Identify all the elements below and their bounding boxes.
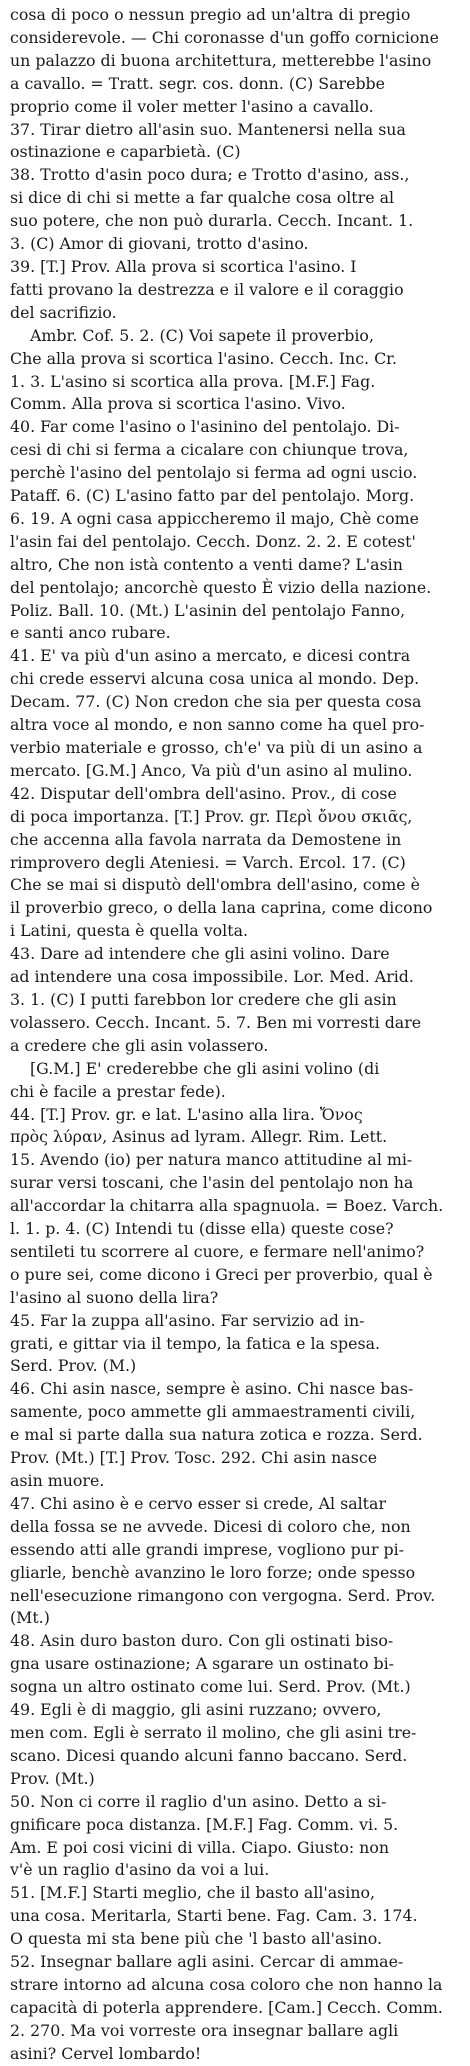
text-line: chi crede esservi alcuna cosa unica al mondo. Dep.	[10, 669, 420, 689]
text-line: Pataff. 6. (C) L'asino fatto par del pentolajo. Morg.	[10, 486, 415, 506]
text-line: (Mt.)	[10, 1608, 50, 1628]
entry-47: 47. Chi asino è e cervo esser si crede, Al saltar	[10, 1493, 386, 1513]
text-line: Prov. (Mt.) [T.] Prov. Tosc. 292. Chi asin nasce	[10, 1448, 378, 1468]
text-line: del pentolajo; ancorchè questo È vizio della nazione.	[10, 577, 432, 597]
text-line: πρὸς λύραν, Asinus ad lyram. Allegr. Rim. Lett.	[10, 1127, 388, 1147]
text-line: altro, Che non istà contento a venti dame? L'asin	[10, 554, 403, 574]
text-line: cesi di chi si ferma a cicalare con chiunque trova,	[10, 440, 409, 460]
text-line: men com. Egli è serrato il molino, che gli asini tre-	[10, 1722, 417, 1742]
text-line: 2. 270. Ma voi vorreste ora insegnar ballare agli	[10, 2020, 399, 2040]
text-line: strare intorno ad alcuna cosa coloro che non hanno la	[10, 1974, 443, 1994]
text-line: Prov. (Mt.)	[10, 1768, 95, 1788]
entry-40: 40. Far come l'asino o l'asinino del pentolajo. Di-	[10, 417, 400, 437]
text-line: verbio materiale e grosso, ch'e' va più di un asino a	[10, 738, 423, 757]
text-line: ad intendere una cosa impossibile. Lor. Med. Arid.	[10, 967, 414, 987]
text-line: mercato. [G.M.] Anco, Va più d'un asino al mulino.	[10, 760, 413, 780]
text-line: Serd. Prov. (M.)	[10, 1356, 137, 1376]
text-line: si dice di chi si mette a far qualche cosa oltre al	[10, 188, 395, 208]
text-line: Ambr. Cof. 5. 2. (C) Voi sapete il proverbio,	[30, 325, 374, 345]
entry-48: 48. Asin duro baston duro. Con gli ostinati biso-	[10, 1631, 394, 1651]
text-line: che accenna alla favola narrata da Demostene in	[10, 829, 402, 849]
text-line: a cavallo. = Tratt. segr. cos. donn. (C) Sarebbe	[10, 73, 386, 93]
text-line: Che se mai si disputò dell'ombra dell'asino, come è	[10, 875, 420, 895]
entry-46: 46. Chi asin nasce, sempre è asino. Chi nasce bas-	[10, 1379, 414, 1399]
text-line: e santi anco rubare.	[10, 623, 171, 643]
text-line: chi è facile a prestar fede).	[10, 1081, 226, 1101]
text-line: una cosa. Meritarla, Starti bene. Fag. Cam. 3. 174.	[10, 1906, 418, 1926]
entry-42: 42. Disputar dell'ombra dell'asino. Prov., di cose	[10, 783, 397, 803]
text-line: sentileti tu scorrere al cuore, e fermare nell'animo?	[10, 1241, 425, 1261]
text-line: considerevole. — Chi coronasse d'un goffo cornicione	[10, 27, 439, 47]
text-line: 3. 1. (C) I putti farebbon lor credere che gli asin	[10, 989, 397, 1009]
text-line: fatti provano la destrezza e il valore e il coraggio	[10, 279, 404, 299]
text-line: surar versi toscani, che l'asin del pentolajo non ha	[10, 1173, 414, 1193]
text-line: Che alla prova si scortica l'asino. Cecch. Inc. Cr.	[10, 348, 398, 368]
text-line: samente, poco ammette gli ammaestramenti civili,	[10, 1402, 416, 1422]
text-line: il proverbio greco, o della lana caprina, come dicono	[10, 898, 433, 918]
text-line: ostinazione e caparbietà. (C)	[10, 142, 241, 162]
text-line: della fossa se ne avvede. Dicesi di coloro che, non	[10, 1516, 411, 1536]
text-line: i Latini, questa è quella volta.	[10, 921, 249, 941]
entry-52: 52. Insegnar ballare agli asini. Cercar di ammae-	[10, 1952, 404, 1972]
text-line: rimprovero degli Ateniesi. = Varch. Ercol. 17. (C)	[10, 852, 406, 872]
text-line: Am. E poi cosi vicini di villa. Ciapo. Giusto: non	[10, 1837, 390, 1857]
text-line: l. 1. p. 4. (C) Intendi tu (disse ella) queste cose?	[10, 1219, 394, 1239]
entry-49: 49. Egli è di maggio, gli asini ruzzano; ovvero,	[10, 1700, 382, 1720]
text-line: del sacrifizio.	[10, 302, 117, 322]
text-line: Decam. 77. (C) Non credon che sia per questa cosa	[10, 692, 422, 712]
text-line: altra voce al mondo, e non sanno come ha quel pro-	[10, 715, 425, 735]
text-line: o pure sei, come dicono i Greci per proverbio, qual è	[10, 1264, 433, 1284]
text-line: 1. 3. L'asino si scortica alla prova. [M.F.] Fag.	[10, 371, 376, 391]
text-line: l'asin fai del pentolajo. Cecch. Donz. 2. 2. E cotest'	[10, 531, 416, 551]
text-line: all'accordar la chitarra alla spagnuola. = Boez. Varch.	[10, 1196, 444, 1216]
text-line: e mal si parte dalla sua natura zotica e rozza. Serd.	[10, 1425, 423, 1445]
text-line: Poliz. Ball. 10. (Mt.) L'asinin del pentolajo Fanno,	[10, 600, 406, 620]
text-line: perchè l'asino del pentolajo si ferma ad ogni uscio.	[10, 463, 418, 483]
text-line: v'è un raglio d'asino da voi a lui.	[10, 1860, 270, 1880]
text-line: cosa di poco o nessun pregio ad un'altra di pregio	[10, 5, 411, 24]
text-line: gna usare ostinazione; A sgarare un ostinato bi-	[10, 1654, 395, 1674]
text-line: 6. 19. A ogni casa appiccheremo il majo, Chè come	[10, 508, 419, 528]
text-line: a credere che gli asin volassero.	[10, 1035, 269, 1055]
entry-37: 37. Tirar dietro all'asin suo. Mantenersi nella sua	[10, 119, 406, 139]
text-line: asin muore.	[10, 1471, 105, 1490]
text-line: gnificare poca distanza. [M.F.] Fag. Comm. vi. 5.	[10, 1814, 399, 1834]
text-line: Comm. Alla prova si scortica l'asino. Vivo.	[10, 394, 346, 414]
text-line: gliarle, benchè avanzino le loro forze; onde spesso	[10, 1562, 416, 1582]
entry-45: 45. Far la zuppa all'asino. Far servizio ad in-	[10, 1310, 365, 1330]
text-line: capacità di poterla apprendere. [Cam.] Cecch. Comm.	[10, 1997, 443, 2017]
entry-41: 41. E' va più d'un asino a mercato, e dicesi contra	[10, 646, 411, 666]
entry-50: 50. Non ci corre il raglio d'un asino. Detto a si-	[10, 1791, 387, 1811]
text-line: grati, e gittar via il tempo, la fatica e la spesa.	[10, 1333, 381, 1353]
text-line: O questa mi sta bene più che 'l basto all'asino.	[10, 1929, 383, 1949]
text-line: scano. Dicesi quando alcuni fanno baccano. Serd.	[10, 1745, 408, 1765]
entry-43: 43. Dare ad intendere che gli asini volino. Dare	[10, 944, 390, 964]
text-line: volassero. Cecch. Incant. 5. 7. Ben mi vorresti dare	[10, 1012, 422, 1032]
text-line: l'asino al suono della lira?	[10, 1287, 219, 1307]
text-line: di poca importanza. [T.] Prov. gr. Περὶ ὄνου σκιᾶς,	[10, 806, 413, 826]
text-line: un palazzo di buona architettura, metterebbe l'asino	[10, 50, 432, 70]
text-line: [G.M.] E' crederebbe che gli asini volino (di	[30, 1058, 380, 1078]
text-line: suo potere, che non può durarla. Cecch. Incant. 1.	[10, 211, 414, 231]
text-line: proprio come il voler metter l'asino a cavallo.	[10, 96, 374, 116]
text-line: 15. Avendo (io) per natura manco attitudine al mi-	[10, 1150, 413, 1170]
entry-38: 38. Trotto d'asin poco dura; e Trotto d'asino, ass.,	[10, 165, 410, 185]
text-line: nell'esecuzione rimangono con vergogna. Serd. Prov.	[10, 1585, 436, 1605]
text-line: 3. (C) Amor di giovani, trotto d'asino.	[10, 234, 309, 254]
text-line: asini? Cervel lombardo!	[10, 2043, 202, 2063]
text-line: sogna un altro ostinato come lui. Serd. Prov. (Mt.)	[10, 1677, 411, 1697]
entry-51: 51. [M.F.] Starti meglio, che il basto all'asino,	[10, 1883, 376, 1903]
entry-39: 39. [T.] Prov. Alla prova si scortica l'asino. I	[10, 256, 357, 276]
text-line: essendo atti alle grandi imprese, vogliono pur pi-	[10, 1539, 405, 1559]
entry-44: 44. [T.] Prov. gr. e lat. L'asino alla lira. Ὄνος	[10, 1104, 363, 1124]
